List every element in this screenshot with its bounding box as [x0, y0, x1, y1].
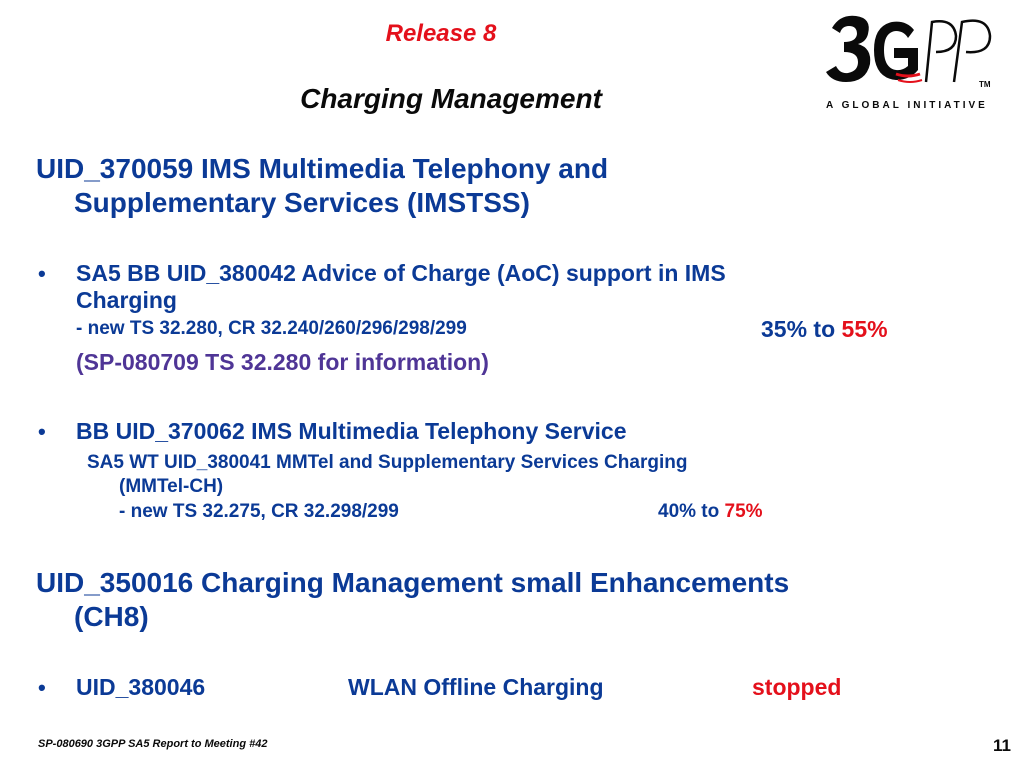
- subitem-mmtel-ch-title: SA5 WT UID_380041 MMTel and Supplementary Services Charging: [87, 452, 688, 473]
- section-heading-imstss: UID_370059 IMS Multimedia Telephony and: [36, 153, 609, 184]
- item-aoc-note: (SP-080709 TS 32.280 for information): [76, 349, 489, 375]
- slide-title: Charging Management: [300, 83, 602, 114]
- bullet-marker: •: [38, 419, 46, 444]
- item-wlan-uid: UID_380046: [76, 674, 206, 700]
- progress-from: 35% to: [761, 316, 842, 342]
- section-heading-ch8: UID_350016 Charging Management small Enhancements: [36, 567, 790, 598]
- trademark-label: TM: [979, 80, 991, 89]
- bullet-marker: •: [38, 261, 46, 286]
- subitem-mmtel-ch-detail: - new TS 32.275, CR 32.298/299: [119, 501, 399, 522]
- item-aoc-title: SA5 BB UID_380042 Advice of Charge (AoC) support in IMS: [76, 260, 726, 286]
- item-aoc-title-cont: Charging: [76, 287, 177, 313]
- bullet-marker: •: [38, 675, 46, 700]
- item-mmtel-title: BB UID_370062 IMS Multimedia Telephony Service: [76, 418, 627, 444]
- release-label: Release 8: [385, 20, 497, 47]
- subitem-mmtel-ch-progress: [658, 501, 763, 523]
- item-wlan-status: stopped: [752, 674, 842, 700]
- item-wlan-name: WLAN Offline Charging: [348, 674, 604, 700]
- section-heading-ch8-cont: (CH8): [74, 601, 149, 632]
- progress-to: 55%: [841, 316, 888, 342]
- footer-doc-ref: SP-080690 3GPP SA5 Report to Meeting #42: [38, 738, 268, 750]
- section-heading-imstss-cont: Supplementary Services (IMSTSS): [74, 187, 530, 218]
- page-number: 11: [993, 736, 1011, 755]
- progress-from: 40% to: [658, 501, 725, 522]
- item-aoc-detail: - new TS 32.280, CR 32.240/260/296/298/299: [76, 318, 467, 339]
- subitem-mmtel-ch-title-cont: (MMTel-CH): [119, 476, 224, 497]
- progress-to: 75%: [724, 501, 763, 522]
- item-aoc-progress: [761, 316, 888, 342]
- logo-tagline: A GLOBAL INITIATIVE: [826, 100, 988, 111]
